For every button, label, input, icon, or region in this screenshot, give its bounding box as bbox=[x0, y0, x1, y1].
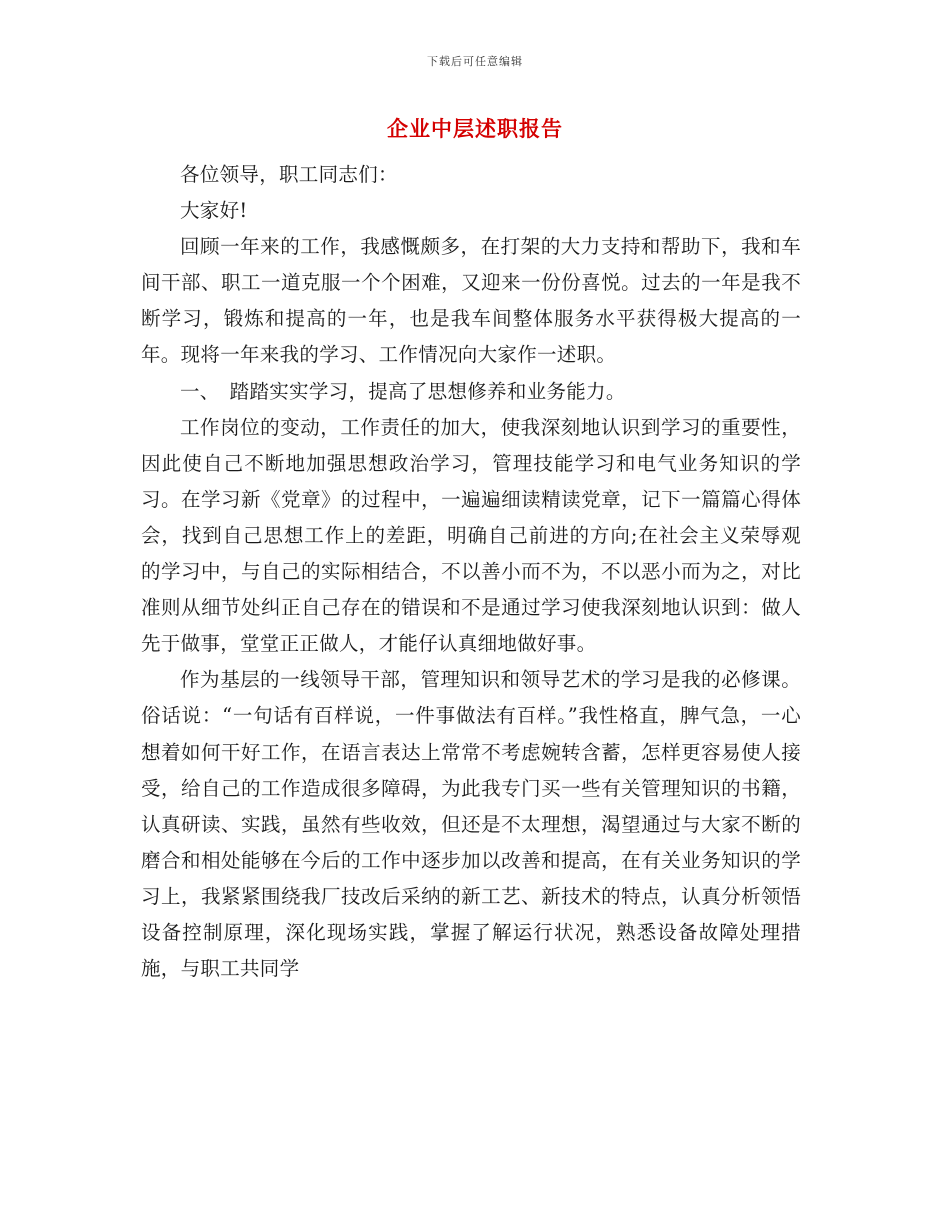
section-heading-1: 一、 踏踏实实学习，提高了思想修养和业务能力。 bbox=[180, 379, 626, 403]
body-paragraph: 工作岗位的变动，工作责任的加大，使我深刻地认识到学习的重要性，因此使自己不断地加强思想政治学习，管理技能学习和电气业务知识的学习。在学习新《党章》的过程中，一遍遍细读精读党章，记下一篇篇心得体会，找到自己思想工作上的差距，明确自己前进的方向;在社会主义荣辱观的学习中，与自己的实际相结合，不以善小而不为，不以恶小而为之，对比准则从细节处纠正自己存在的错误和不是通过学习使我深刻地认识到：做人先于做事，堂堂正正做人，才能仔认真细地做好事。 bbox=[141, 415, 801, 656]
document-title: 企业中层述职报告 bbox=[387, 116, 563, 141]
salutation: 各位领导，职工同志们： bbox=[180, 163, 398, 186]
body-paragraph: 作为基层的一线领导干部，管理知识和领导艺术的学习是我的必修课。俗话说：“一句话有百样说，一件事做法有百样。”我性格直，脾气急，一心想着如何干好工作，在语言表达上常常不考虑婉转含蓄，怎样更容易使人接受，给自己的工作造成很多障碍，为此我专门买一些有关管理知识的书籍，认真研读、实践，虽然有些收效，但还是不太理想，渴望通过与大家不断的磨合和相处能够在今后的工作中逐步加以改善和提高，在有关业务知识的学习上，我紧紧围绕我厂技改后采纳的新工艺、新技术的特点，认真分析领悟设备控制原理，深化现场实践，掌握了解运行状况，熟悉设备故障处理措施，与职工共同学 bbox=[141, 668, 801, 981]
header-note: 下载后可任意编辑 bbox=[427, 55, 523, 68]
document-body bbox=[141, 157, 801, 987]
intro-paragraph: 回顾一年来的工作，我感慨颇多，在打架的大力支持和帮助下，我和车间干部、职工一道克服一个个困难，又迎来一份份喜悦。过去的一年是我不断学习，锻炼和提高的一年，也是我车间整体服务水平获得极大提高的一年。现将一年来我的学习、工作情况向大家作一述职。 bbox=[141, 235, 801, 367]
greeting: 大家好! bbox=[180, 199, 248, 223]
